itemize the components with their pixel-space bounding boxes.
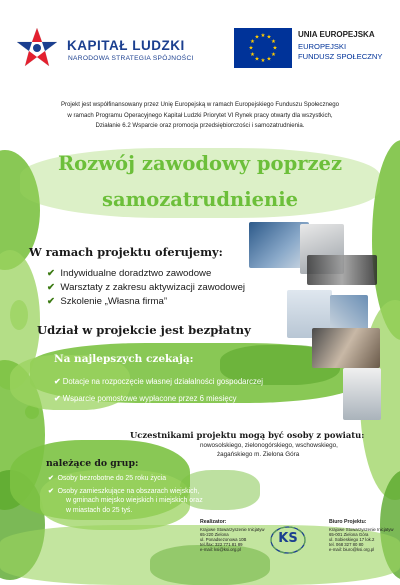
svg-text:★: ★	[250, 52, 255, 58]
svg-text:★: ★	[266, 34, 272, 41]
group-heading: należące do grup:	[46, 458, 139, 469]
biuro-line: 65-001 Zielona Góra	[329, 532, 369, 537]
realizator-label: Realizator:	[200, 519, 227, 525]
intro-line1: Projekt jest współfinansowany przez Unię Europejską w ramach Europejskiego Funduszu Społecznego	[60, 101, 340, 108]
participants-line1: nowosolskiego, zielonogórskiego, wschowskiego,	[200, 442, 338, 449]
checkmark-icon: ✔	[47, 296, 56, 307]
free-participation: Udział w projekcie jest bezpłatny	[37, 323, 251, 337]
svg-text:★: ★	[248, 45, 254, 52]
kapital-ludzki-logo	[14, 22, 214, 82]
eu-fund-line2: FUNDUSZ SPOŁECZNY	[298, 52, 383, 61]
intro-text	[0, 100, 400, 132]
intro-line2: w ramach Programu Operacyjnego Kapitał Ludzki Priorytet VI Rynek pracy otwarty dla wszystkich,	[67, 111, 333, 119]
biuro-line: ul. Sobieskiego 17 lok.2	[329, 537, 375, 542]
biuro-line: Krajowe Stowarzyszenie Inicjatyw	[329, 527, 394, 532]
offer-item: ✔ Indywidualne doradztwo zawodowe	[47, 268, 212, 279]
eu-flag	[234, 28, 292, 68]
svg-text:★: ★	[250, 39, 255, 45]
group-item: w miastach do 25 tyś.	[66, 507, 133, 514]
main-title	[0, 152, 400, 212]
eu-title: UNIA EUROPEJSKA	[298, 30, 375, 39]
svg-text:★: ★	[260, 58, 266, 64]
checkmark-icon: ✔	[47, 268, 56, 279]
checkmark-icon: ✔	[48, 488, 54, 495]
offer-item: ✔ Warsztaty z zakresu aktywizacji zawodowej	[47, 282, 246, 293]
realizator-line: 65-220 Zielona	[200, 532, 229, 537]
svg-text:★: ★	[271, 52, 276, 58]
realizator-line: Krajowe Stowarzyszenie Inicjatyw	[200, 527, 265, 532]
biuro-label: Biuro Projektu:	[329, 519, 367, 525]
realizator-line: ul. Ponadsezonowa 10B	[200, 537, 247, 542]
svg-text:★: ★	[260, 33, 266, 39]
offer-heading: W ramach projektu oferujemy:	[29, 245, 223, 259]
ksi-logo	[268, 524, 308, 556]
checkmark-icon: ✔	[54, 394, 61, 403]
checkmark-icon: ✔	[54, 377, 61, 386]
realizator-line: e-mail: ksi@ksi.org.pl	[200, 547, 241, 552]
group-item: ✔ Osoby bezrobotne do 25 roku życia	[48, 475, 167, 482]
eu-stars-icon	[234, 28, 292, 68]
eu-fund-line1: EUROPEJSKI	[298, 42, 347, 51]
checkmark-icon: ✔	[47, 282, 56, 293]
best-item: ✔ Wsparcie pomostowe wypłacone przez 6 miesięcy	[54, 394, 237, 403]
svg-text:★: ★	[272, 45, 278, 52]
kl-subtitle: NARODOWA STRATEGIA SPÓJNOŚCI	[68, 55, 194, 62]
meeting-image	[312, 328, 380, 368]
intro-line3: Działanie 6.2 Wsparcie oraz promocja przedsiębiorczości i samozatrudnienia.	[95, 122, 305, 130]
checkmark-icon: ✔	[48, 475, 54, 482]
svg-text:★: ★	[254, 34, 260, 41]
participants-heading: Uczestnikami projektu mogą być osoby z powiatu:	[130, 430, 365, 440]
biuro-line: e-mail: biuro@ksi.org.pl	[329, 547, 375, 552]
ksi-logo-text: KS	[278, 531, 298, 546]
biuro-line: tel. 068 327 80 80	[329, 542, 364, 547]
participants-line2: żagańskiego m. Zielona Góra	[217, 451, 300, 458]
group-item: ✔ Osoby zamieszkujące na obszarach wiejskich,	[48, 488, 200, 495]
person-on-bars-image	[343, 368, 381, 420]
svg-text:★: ★	[271, 39, 276, 45]
eu-logo	[234, 26, 394, 74]
best-item: ✔ Dotacje na rozpoczęcie własnej działalności gospodarczej	[54, 377, 263, 386]
title-line1: Rozwój zawodowy poprzez	[57, 152, 343, 175]
realizator-line: tel./fax: 322 771 81 89	[200, 542, 243, 547]
kapital-ludzki-emblem-icon	[14, 26, 60, 72]
business-team-image	[307, 255, 377, 285]
best-heading: Na najlepszych czekają:	[54, 353, 194, 365]
svg-text:★: ★	[254, 56, 260, 63]
offer-item: ✔ Szkolenie „Własna firma”	[47, 296, 168, 307]
kl-title: KAPITAŁ LUDZKI	[67, 38, 185, 53]
svg-text:★: ★	[266, 56, 272, 63]
title-line2: samozatrudnienie	[101, 188, 299, 211]
group-item: w gminach miejsko wiejskich i miejskich oraz	[66, 497, 203, 504]
